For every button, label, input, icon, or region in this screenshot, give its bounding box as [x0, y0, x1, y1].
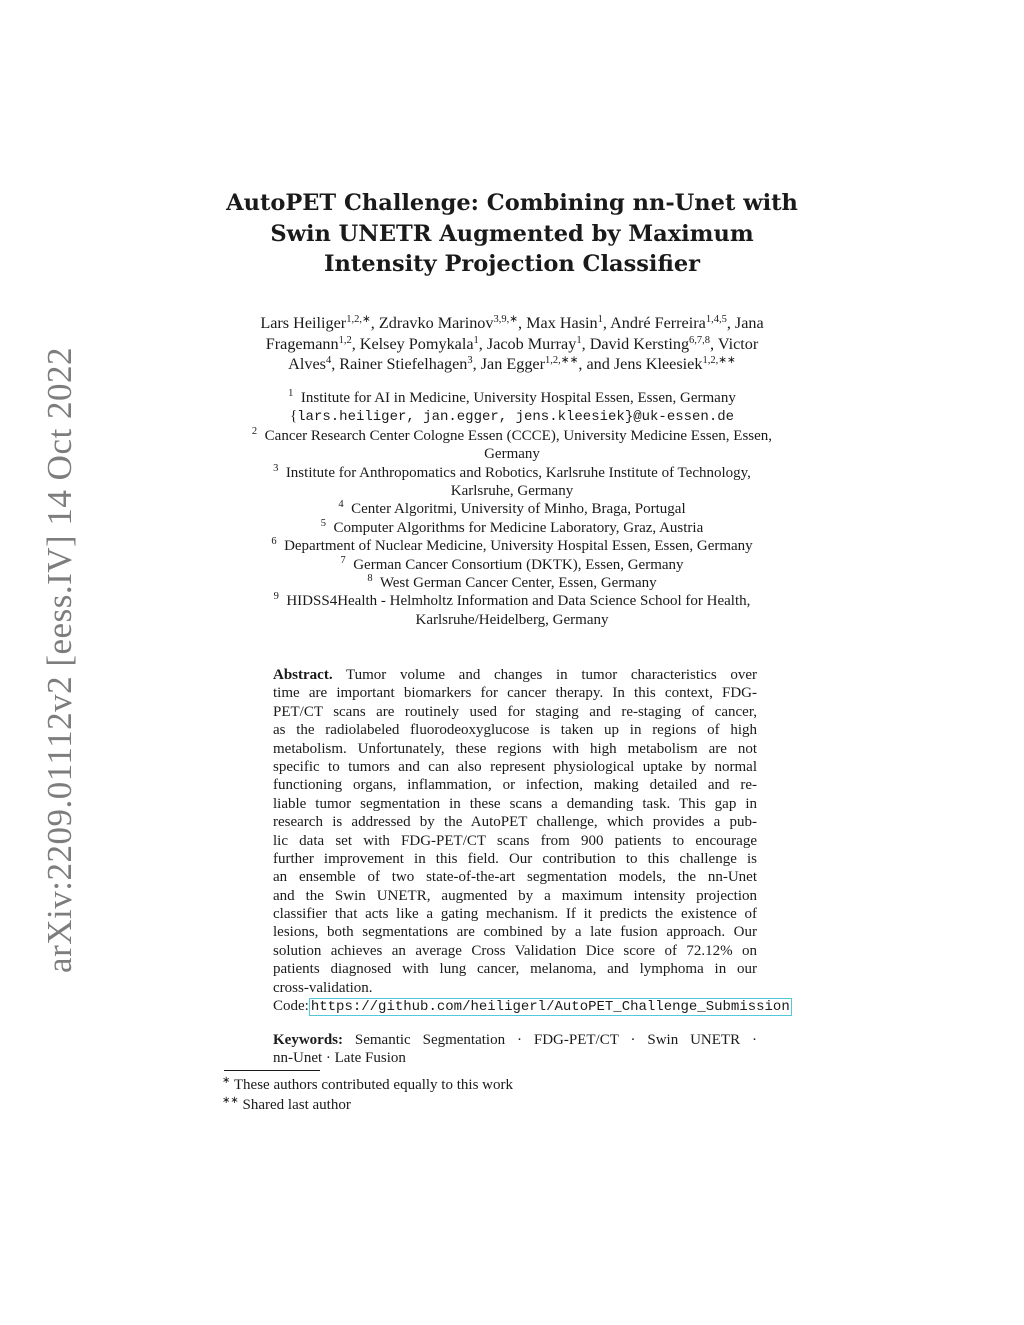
abstract-line: patients diagnosed with lung cancer, melanoma, and lymphoma in our — [273, 961, 757, 978]
affiliation-continuation: Germany — [484, 446, 540, 463]
author-name: , Jacob Murray — [478, 334, 577, 353]
author-name: , Kelsey Pomykala — [351, 334, 474, 353]
author-affil-marker: 1,2 — [338, 334, 352, 346]
author-name: , Rainer Stiefelhagen — [331, 355, 468, 373]
affiliation-text: German Cancer Consortium (DKTK), Essen, Germany — [353, 556, 684, 573]
affiliation-text: West German Cancer Center, Essen, Germany — [379, 575, 657, 592]
abstract-line: further improvement in this field. Our contribution to this challenge is — [273, 850, 757, 867]
paper-title — [0, 188, 1024, 280]
keywords-line: nn-Unet · Late Fusion — [273, 1050, 406, 1067]
footnote-mark: ∗∗ — [222, 1094, 239, 1106]
author-name: , Victor — [710, 334, 759, 353]
affiliation-item — [0, 574, 1024, 592]
author-affil-marker: 1 — [576, 334, 582, 346]
footnote-item — [222, 1076, 513, 1096]
abstract-line: time are important biomarkers for cancer therapy. In this context, FDG- — [273, 685, 757, 702]
affiliation-number: 6 — [271, 536, 277, 548]
footnote-text: Shared last author — [242, 1096, 351, 1113]
abstract-line — [273, 666, 757, 684]
abstract-line: solution achieves an average Cross Validation Dice score of 72.12% on — [273, 942, 757, 959]
abstract-line: specific to tumors and can also represent physiological uptake by normal — [273, 758, 757, 775]
affiliation-item — [0, 556, 1024, 574]
author-name: , Jana — [726, 314, 764, 332]
footnote-item — [222, 1096, 513, 1116]
author-affil-marker: 4 — [325, 355, 332, 366]
code-label: Code: — [273, 998, 309, 1015]
affiliation-item — [0, 592, 1024, 610]
affiliation-number: 4 — [338, 499, 344, 511]
affiliation-text: Center Algoritmi, University of Minho, Braga, Portugal — [351, 501, 686, 518]
affiliation-text: Institute for Anthropomatics and Robotics, Karlsruhe Institute of Technology, — [285, 464, 751, 481]
author-line — [0, 354, 1024, 375]
abstract-line: lic data set with FDG-PET/CT scans from 900 patients to encourage — [273, 832, 757, 849]
author-list — [0, 313, 1024, 375]
affiliation-text: Institute for AI in Medicine, University Hospital Essen, Essen, Germany — [300, 390, 736, 406]
abstract-line: metabolism. Unfortunately, these regions with high metabolism are not — [273, 740, 757, 757]
title-line: AutoPET Challenge: Combining nn-Unet with — [226, 190, 798, 216]
affiliation-number: 1 — [288, 388, 294, 399]
affiliation-item — [0, 537, 1024, 555]
affiliation-text: HIDSS4Health - Helmholtz Information and Data Science School for Health, — [286, 593, 751, 610]
abstract-line: functioning organs, inflammation, or infection, making detailed and re- — [273, 777, 757, 794]
affiliation-number: 5 — [320, 517, 326, 529]
affiliation-item — [0, 427, 1024, 445]
author-affil-marker: 1,2,∗∗ — [702, 355, 736, 366]
footnote-mark: ∗ — [222, 1075, 231, 1086]
affiliation-item — [0, 464, 1024, 482]
affiliation-item — [0, 519, 1024, 537]
author-affil-marker: 1,4,5 — [705, 314, 727, 325]
author-name: , Zdravko Marinov — [370, 314, 494, 332]
abstract-text: Tumor volume and changes in tumor characteristics over — [332, 667, 757, 683]
code-line — [273, 997, 790, 1016]
affiliation-continuation: Karlsruhe, Germany — [450, 483, 574, 500]
author-line — [0, 313, 1024, 334]
author-name: Fragemann — [265, 334, 339, 353]
author-name: Lars Heiliger — [260, 314, 347, 332]
keywords — [273, 1031, 757, 1068]
author-affil-marker: 1 — [473, 334, 479, 346]
author-name: , David Kersting — [581, 334, 690, 353]
author-name: , Jan Egger — [472, 355, 546, 373]
affiliation-text: Computer Algorithms for Medicine Laboratory, Graz, Austria — [333, 519, 704, 536]
footnote-separator — [224, 1070, 320, 1071]
affiliation-number: 2 — [251, 425, 258, 437]
abstract-line: classifier that acts like a gating mechanism. If it predicts the existence of — [273, 906, 757, 923]
author-affil-marker: 1 — [597, 314, 603, 325]
email-brace-open: { — [289, 408, 298, 425]
abstract-line: PET/CT scans are routinely used for staging and re-staging of cancer, — [273, 703, 757, 720]
footnote-text: These authors contributed equally to this work — [233, 1077, 513, 1093]
author-affil-marker: 3 — [467, 355, 473, 366]
affiliation-item — [0, 389, 1024, 407]
affiliation-number: 7 — [340, 554, 346, 566]
abstract-line: research is addressed by the AutoPET challenge, which provides a pub- — [273, 814, 757, 831]
author-name: , Max Hasin — [518, 314, 598, 332]
affiliation-number: 3 — [273, 462, 279, 474]
affiliation-list — [0, 389, 1024, 629]
title-line: Intensity Projection Classifier — [324, 251, 700, 277]
affiliation-text: Cancer Research Center Cologne Essen (CCCE), University Medicine Essen, Essen, — [264, 427, 773, 444]
author-affil-marker: 6,7,8 — [689, 334, 711, 346]
abstract-label: Abstract. — [273, 667, 333, 683]
affiliation-continuation: Karlsruhe/Heidelberg, Germany — [415, 611, 609, 628]
abstract-line: cross-validation. — [273, 979, 373, 996]
author-name: , and Jens Kleesiek — [578, 355, 703, 373]
author-affil-marker: 1,2,∗ — [346, 314, 371, 325]
affiliation-text: Department of Nuclear Medicine, University Hospital Essen, Essen, Germany — [284, 538, 753, 555]
author-affil-marker: 1,2,∗∗ — [545, 355, 579, 366]
affiliation-number: 8 — [367, 573, 373, 585]
author-name: Alves — [288, 355, 326, 373]
abstract-line: as the radiolabeled fluorodeoxyglucose is taken up in regions of high — [273, 722, 757, 739]
author-line — [0, 334, 1024, 355]
abstract — [273, 666, 790, 1016]
arxiv-identifier-stamp: arXiv:2209.01112v2 [eess.IV] 14 Oct 2022 — [40, 347, 79, 973]
affiliation-number: 9 — [273, 591, 279, 603]
keywords-text: Semantic Segmentation · FDG-PET/CT · Swin UNETR · — [343, 1032, 757, 1048]
email-list[interactable]: lars.heiliger, jan.egger, jens.kleesiek — [297, 409, 625, 426]
affiliation-item — [0, 500, 1024, 518]
author-affil-marker: 3,9,∗ — [493, 314, 519, 325]
keywords-label: Keywords: — [273, 1032, 343, 1048]
github-repo-link[interactable]: https://github.com/heiligerl/AutoPET_Challenge_Submission — [310, 999, 790, 1016]
abstract-line: an ensemble of two state-of-the-art segmentation models, the nn-Unet — [273, 869, 757, 886]
keywords-line — [273, 1031, 757, 1049]
author-name: , André Ferreira — [602, 314, 706, 332]
footnotes — [222, 1076, 513, 1115]
abstract-line: liable tumor segmentation in these scans a demanding task. This gap in — [273, 795, 757, 812]
abstract-line: and the Swin UNETR, augmented by a maximum intensity projection — [273, 887, 757, 904]
email-domain: }@uk-essen.de — [624, 409, 735, 426]
contact-emails — [0, 407, 1024, 426]
title-line: Swin UNETR Augmented by Maximum — [270, 220, 754, 247]
abstract-line: lesions, both segmentations are combined by a late fusion approach. Our — [273, 924, 757, 941]
